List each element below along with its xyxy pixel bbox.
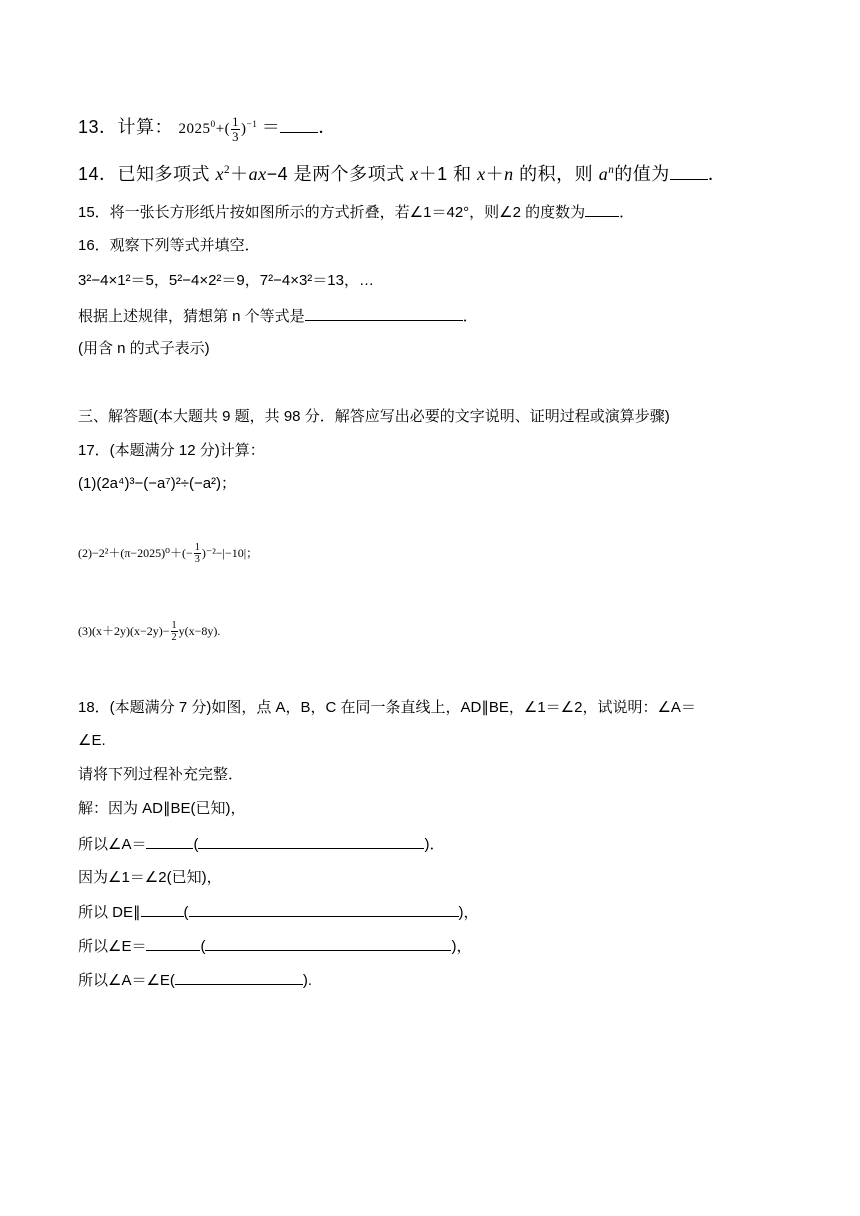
q18-blank-angle-a[interactable] xyxy=(146,833,193,849)
q13-answer-blank[interactable] xyxy=(280,114,318,133)
question-18-line-1: 18．(本题满分 7 分)如图，点 A，B，C 在同一条直线上，AD∥BE，∠1＝∠2，试说明：∠A＝ xyxy=(78,699,696,716)
question-15: 15．将一张长方形纸片按如图所示的方式折叠，若∠1＝42°，则∠2 的度数为 ． xyxy=(78,201,634,223)
q13-base: 2025 xyxy=(178,121,211,137)
q13-eq: ＝ xyxy=(261,117,281,137)
question-18-step-4: 所以 DE∥ ( )， xyxy=(78,901,479,923)
question-16-guess: 根据上述规律，猜想第 n 个等式是 ． xyxy=(78,305,478,327)
q13-exp-neg1: −1 xyxy=(246,120,258,130)
q13-exp0: 0 xyxy=(210,120,216,130)
question-18-step-1: 解：因为 AD∥BE(已知)， xyxy=(78,800,246,817)
question-18-step-6: 所以∠A＝∠E( ). xyxy=(78,969,312,991)
q15-text: 15．将一张长方形纸片按如图所示的方式折叠，若∠1＝42°，则∠2 的度数为 xyxy=(78,204,586,221)
q17-p3-fraction: $\frac{1}{2}$ xyxy=(171,620,177,644)
question-17-part-2: (2)−2²＋(π−2025)⁰＋(− $\frac{1}{3}$ )⁻²−|−10|； xyxy=(78,542,259,566)
question-17-part-1: (1)(2a⁴)³−(−a⁷)²÷(−a²)； xyxy=(78,475,237,492)
q13-close: ) xyxy=(241,121,247,137)
question-18-step-2: 所以∠A＝ ( )． xyxy=(78,833,444,855)
q18-blank-reason-3[interactable] xyxy=(205,935,451,951)
q18-blank-reason-2[interactable] xyxy=(189,901,459,917)
question-18-step-3: 因为∠1＝∠2(已知)， xyxy=(78,869,222,886)
q16-answer-blank[interactable] xyxy=(305,305,463,321)
q18-blank-reason-4[interactable] xyxy=(175,969,303,985)
q14-label: 14．已知多项式 xyxy=(78,164,211,184)
q14-answer-blank[interactable] xyxy=(670,161,708,180)
q13-label: 13．计算： xyxy=(78,117,174,137)
question-18-instruction: 请将下列过程补充完整． xyxy=(78,766,244,783)
question-14: 14．已知多项式 $x^2+ax-4$ 是两个多项式 x＋1 和 x＋n 的积，则 $a^n$的值为 ． xyxy=(78,161,726,184)
q17-p2-fraction: $\frac{1}{3}$ xyxy=(194,542,200,566)
question-16-note: (用含 n 的式子表示) xyxy=(78,340,210,357)
question-16-equations: 3²−4×1²＝5，5²−4×2²＝9，7²−4×3²＝13，… xyxy=(78,272,374,289)
question-17-part-3: (3)(x＋2y)(x−2y)− $\frac{1}{2}$ y(x−8y). xyxy=(78,620,221,644)
question-17-title: 17．(本题满分 12 分)计算： xyxy=(78,442,265,459)
question-18-step-5: 所以∠E＝ ( )， xyxy=(78,935,471,957)
question-18-line-2: ∠E. xyxy=(78,732,106,749)
q13-fraction: $\frac{1}{3}$ xyxy=(232,114,240,144)
q15-answer-blank[interactable] xyxy=(585,201,619,217)
q18-blank-reason-1[interactable] xyxy=(198,833,424,849)
q18-blank-parallel[interactable] xyxy=(141,901,184,917)
q18-blank-angle-e[interactable] xyxy=(146,935,200,951)
question-13: 13．计算： $2025^0+$( $\frac{1}{3}$ )$^{-1}$ ＝ ． xyxy=(78,114,337,144)
question-16-title: 16．观察下列等式并填空． xyxy=(78,237,260,254)
section-3-heading: 三、解答题(本大题共 9 题，共 98 分．解答应写出必要的文字说明、证明过程或演算步骤) xyxy=(78,408,670,425)
q13-plus: +( xyxy=(215,121,231,137)
